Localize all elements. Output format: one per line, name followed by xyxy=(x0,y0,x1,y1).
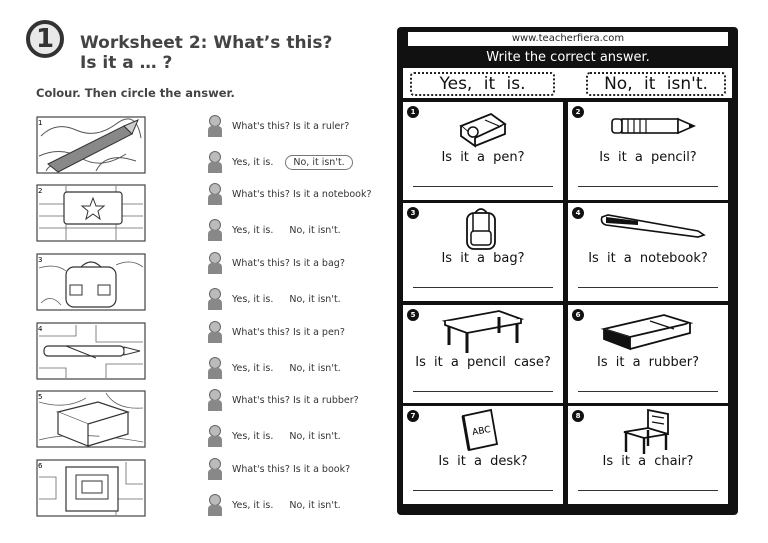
boy-icon xyxy=(206,288,224,310)
question-row xyxy=(206,251,345,275)
boy-icon xyxy=(206,219,224,241)
chair-icon xyxy=(618,408,674,454)
item-number: 3 xyxy=(38,256,43,264)
question-text: What's this? Is it a notebook? xyxy=(232,188,372,200)
card-number-badge: 2 xyxy=(572,106,584,118)
notebook-colouring-picture xyxy=(36,184,146,242)
pen-colouring-picture xyxy=(36,322,146,380)
card-number-badge: 3 xyxy=(407,207,419,219)
question-row xyxy=(206,457,350,481)
worksheet-title-line2: Is it a … ? xyxy=(80,53,173,73)
backpack-icon xyxy=(461,205,501,251)
answer-no-option[interactable]: No, it isn't. xyxy=(289,224,341,236)
answer-line[interactable] xyxy=(413,391,553,392)
question-row xyxy=(206,114,349,138)
answer-row xyxy=(206,150,353,174)
worksheet-instruction: Colour. Then circle the answer. xyxy=(36,86,235,100)
card-number-badge: 7 xyxy=(407,410,419,422)
bag-colouring-picture xyxy=(36,253,146,311)
answer-bank-yes: Yes, it is. xyxy=(410,72,555,96)
answer-line[interactable] xyxy=(413,186,553,187)
item-number: 4 xyxy=(38,325,43,333)
exercise-item-3 xyxy=(36,249,376,315)
left-worksheet xyxy=(0,0,375,543)
exercise-item-4 xyxy=(36,318,376,384)
exercise-item-6 xyxy=(36,455,376,521)
exercise-item-2 xyxy=(36,180,376,246)
card-number-badge: 5 xyxy=(407,309,419,321)
question-card-8 xyxy=(568,406,728,504)
question-card-1 xyxy=(403,102,563,200)
boy-icon xyxy=(206,425,224,447)
answer-no-option[interactable]: No, it isn't. xyxy=(289,293,341,305)
card-number-badge: 4 xyxy=(572,207,584,219)
card-question: Is it a chair? xyxy=(602,454,694,469)
website-url: www.teacherfiera.com xyxy=(408,32,728,46)
answer-no-option[interactable]: No, it isn't. xyxy=(289,499,341,511)
girl-icon xyxy=(206,183,224,205)
answer-yes-option[interactable]: Yes, it is. xyxy=(232,430,274,442)
item-number: 6 xyxy=(38,462,43,470)
right-worksheet xyxy=(397,27,738,515)
girl-icon xyxy=(206,115,224,137)
worksheet-title-line1: Worksheet 2: What’s this? xyxy=(80,33,333,53)
question-text: What's this? Is it a ruler? xyxy=(232,120,350,132)
boy-icon xyxy=(206,494,224,516)
answer-bank-no: No, it isn't. xyxy=(586,72,726,96)
question-card-5 xyxy=(403,305,563,403)
table-icon xyxy=(441,307,525,355)
question-row xyxy=(206,388,359,412)
answer-row xyxy=(206,356,341,380)
answer-row xyxy=(206,493,341,517)
answer-no-option[interactable]: No, it isn't. xyxy=(289,430,341,442)
question-text: What's this? Is it a pen? xyxy=(232,326,345,338)
card-question: Is it a pencil case? xyxy=(415,355,551,370)
question-row xyxy=(206,320,345,344)
answer-line[interactable] xyxy=(413,287,553,288)
boy-icon xyxy=(206,357,224,379)
answer-line[interactable] xyxy=(578,391,718,392)
answer-yes-option[interactable]: Yes, it is. xyxy=(232,499,274,511)
card-question: Is it a rubber? xyxy=(596,355,699,370)
answer-no-option[interactable]: No, it isn't. xyxy=(289,362,341,374)
instruction-banner: Write the correct answer. xyxy=(486,50,650,65)
book-cover-label: ABC xyxy=(471,425,492,439)
question-text: What's this? Is it a bag? xyxy=(232,257,345,269)
question-card-3 xyxy=(403,203,563,301)
answer-line[interactable] xyxy=(578,186,718,187)
item-number: 2 xyxy=(38,187,43,195)
answer-yes-option[interactable]: Yes, it is. xyxy=(232,224,274,236)
answer-bank xyxy=(403,68,732,98)
worksheet-number-badge: 1 xyxy=(26,20,64,58)
card-number-badge: 1 xyxy=(407,106,419,118)
girl-icon xyxy=(206,321,224,343)
card-question: Is it a notebook? xyxy=(588,251,708,266)
item-number: 1 xyxy=(38,119,43,127)
card-number-badge: 8 xyxy=(572,410,584,422)
eraser-icon xyxy=(600,311,696,351)
answer-no-option-circled[interactable]: No, it isn't. xyxy=(285,155,352,170)
card-question: Is it a desk? xyxy=(438,454,528,469)
rubber-colouring-picture xyxy=(36,390,146,448)
answer-line[interactable] xyxy=(578,287,718,288)
exercise-item-5 xyxy=(36,386,376,452)
answer-yes-option[interactable]: Yes, it is. xyxy=(232,362,274,374)
item-number: 5 xyxy=(38,393,43,401)
book-colouring-picture xyxy=(36,459,146,517)
book-icon xyxy=(459,408,501,452)
answer-row xyxy=(206,218,341,242)
answer-row xyxy=(206,287,341,311)
card-question: Is it a pencil? xyxy=(599,150,697,165)
girl-icon xyxy=(206,389,224,411)
answer-line[interactable] xyxy=(578,490,718,491)
question-card-7 xyxy=(403,406,563,504)
ruler-colouring-picture xyxy=(36,116,146,174)
pencil-icon xyxy=(610,116,698,136)
answer-row xyxy=(206,424,341,448)
question-text: What's this? Is it a book? xyxy=(232,463,351,475)
card-question: Is it a bag? xyxy=(441,251,525,266)
pen-icon xyxy=(598,211,708,243)
worksheet-title xyxy=(80,33,370,73)
girl-icon xyxy=(206,458,224,480)
question-card-4 xyxy=(568,203,728,301)
answer-line[interactable] xyxy=(413,490,553,491)
card-number-badge: 6 xyxy=(572,309,584,321)
girl-icon xyxy=(206,252,224,274)
boy-icon xyxy=(206,151,224,173)
question-card-2 xyxy=(568,102,728,200)
answer-yes-option[interactable]: Yes, it is. xyxy=(232,293,274,305)
question-card-6 xyxy=(568,305,728,403)
card-question: Is it a pen? xyxy=(441,150,525,165)
exercise-item-1 xyxy=(36,112,376,178)
sharpener-icon xyxy=(455,108,511,148)
answer-yes-option[interactable]: Yes, it is. xyxy=(232,156,274,168)
question-row xyxy=(206,182,372,206)
question-text: What's this? Is it a rubber? xyxy=(232,394,359,406)
